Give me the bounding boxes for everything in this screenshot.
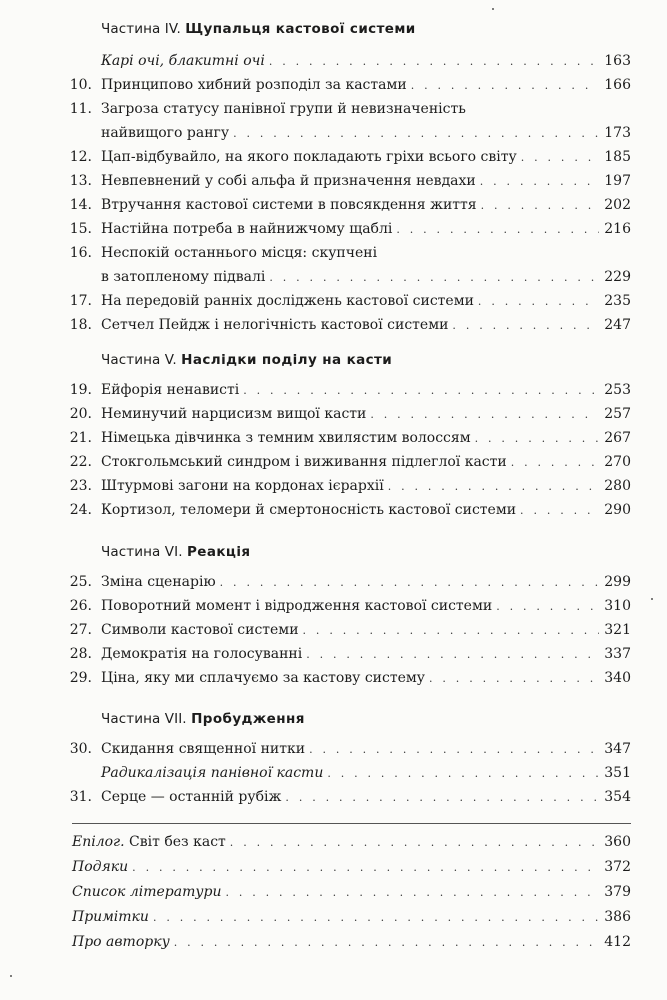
toc-entry-number: 18. — [69, 317, 92, 333]
leader-dots — [309, 738, 599, 762]
toc-entry-title: Символи кастової системи — [101, 622, 299, 638]
toc-entry-page: 267 — [604, 430, 631, 446]
toc-entry-title: Примітки — [72, 909, 149, 925]
toc-entry-page: 247 — [604, 317, 631, 333]
toc-entry-page: 166 — [604, 77, 631, 93]
toc-entry-title: Ціна, яку ми сплачуємо за кастову систему — [101, 670, 426, 686]
part-vi-name: Реакція — [187, 544, 251, 560]
leader-dots — [327, 762, 599, 786]
toc-entry-number: 20. — [69, 406, 92, 422]
toc-entry-page: 360 — [604, 834, 631, 850]
toc-entry-title: Кортизол, теломери й смертоносність кастової системи — [101, 502, 517, 518]
part-vii-name: Пробудження — [191, 711, 305, 727]
toc-entry-title: На передовій ранніх досліджень кастової системи — [101, 293, 474, 309]
toc-entry-number: 12. — [69, 149, 92, 165]
toc-entry-title: Ейфорія ненависті — [101, 382, 240, 398]
toc-entry-title: Скидання священної нитки — [101, 741, 306, 757]
part-v-name: Наслідки поділу на касти — [181, 352, 393, 368]
part-vii-prefix: Частина VII. — [101, 711, 187, 727]
toc-entry-number: 24. — [69, 502, 92, 518]
toc-entry-page: 229 — [604, 269, 631, 285]
leader-dots — [306, 643, 599, 667]
leader-dots — [269, 50, 599, 74]
toc-entry-number: 23. — [69, 478, 92, 494]
leader-dots — [521, 146, 599, 170]
toc-entry-number: 11. — [69, 101, 92, 117]
toc-entry-number: 31. — [69, 789, 92, 805]
epilogue-label: Епілог. — [72, 834, 125, 850]
part-v-heading — [101, 352, 392, 368]
leader-dots — [153, 906, 599, 930]
leader-dots — [285, 786, 599, 810]
leader-dots — [388, 475, 599, 499]
leader-dots — [475, 427, 599, 451]
toc-entry-title: Радикалізація панівної касти — [101, 765, 324, 781]
scan-speck — [651, 598, 653, 600]
leader-dots — [243, 379, 599, 403]
toc-entry-page: 310 — [604, 598, 631, 614]
leader-dots — [411, 74, 599, 98]
toc-entry-page: 257 — [604, 406, 631, 422]
part-iv-prefix: Частина IV. — [101, 21, 181, 37]
toc-entry-page: 280 — [604, 478, 631, 494]
toc-entry-number: 17. — [69, 293, 92, 309]
toc-entry-title: Про авторку — [72, 934, 170, 950]
toc-entry-page: 321 — [604, 622, 631, 638]
leader-dots — [452, 314, 599, 338]
toc-entry-page: 412 — [604, 934, 631, 950]
toc-entry-title: Список літератури — [72, 884, 222, 900]
leader-dots — [132, 856, 599, 880]
leader-dots — [233, 122, 599, 146]
toc-entry-title: Втручання кастової системи в повсякдення життя — [101, 197, 477, 213]
toc-entry-number: 10. — [69, 77, 92, 93]
toc-entry-page: 163 — [604, 53, 631, 69]
toc-entry-title — [72, 830, 226, 854]
toc-entry-page: 197 — [604, 173, 631, 189]
toc-entry-title: Німецька дівчинка з темним хвилястим волоссям — [101, 430, 471, 446]
toc-entry-number: 22. — [69, 454, 92, 470]
leader-dots — [303, 619, 599, 643]
leader-dots — [481, 194, 599, 218]
toc-entry-number: 27. — [69, 622, 92, 638]
part-iv-heading — [101, 21, 416, 37]
section-divider — [72, 823, 631, 824]
toc-entry-title: Штурмові загони на кордонах ієрархії — [101, 478, 384, 494]
toc-entry-page: 202 — [604, 197, 631, 213]
leader-dots — [225, 881, 599, 905]
toc-entry-number: 14. — [69, 197, 92, 213]
toc-entry-title: Зміна сценарію — [101, 574, 216, 590]
scan-speck — [10, 975, 12, 977]
toc-entry-title: Стокгольмський синдром і виживання підлеглої касти — [101, 454, 507, 470]
toc-entry-page: 337 — [604, 646, 631, 662]
scan-speck — [492, 8, 494, 10]
toc-entry-title: Настійна потреба в найнижчому щаблі — [101, 221, 393, 237]
toc-entry-title: Поворотний момент і відродження кастової системи — [101, 598, 493, 614]
toc-entry-number: 19. — [69, 382, 92, 398]
toc-entry-title: Демократія на голосуванні — [101, 646, 303, 662]
leader-dots — [429, 667, 599, 691]
toc-entry-page: 347 — [604, 741, 631, 757]
leader-dots — [370, 403, 599, 427]
toc-entry-title: Принципово хибний розподіл за кастами — [101, 77, 407, 93]
toc-entry-number: 16. — [69, 245, 92, 261]
toc-entry-title: Неспокій останнього місця: скупчені — [101, 245, 378, 261]
toc-entry-page: 351 — [604, 765, 631, 781]
toc-entry-number: 25. — [69, 574, 92, 590]
epilogue-title: Світ без каст — [129, 834, 226, 850]
toc-entry-page: 299 — [604, 574, 631, 590]
toc-entry-page: 253 — [604, 382, 631, 398]
toc-entry-number: 13. — [69, 173, 92, 189]
toc-entry-page: 386 — [604, 909, 631, 925]
leader-dots — [396, 218, 599, 242]
toc-entry-title: Цап-відбувайло, на якого покладають гріхи всього світу — [101, 149, 517, 165]
leader-dots — [230, 831, 599, 855]
toc-entry-title: Карі очі, блакитні очі — [101, 53, 265, 69]
toc-entry-page: 290 — [604, 502, 631, 518]
toc-entry-title: Неминучий нарцисизм вищої касти — [101, 406, 367, 422]
part-iv-name: Щупальця кастової системи — [185, 21, 416, 37]
toc-entry-page: 379 — [604, 884, 631, 900]
toc-entry-page: 173 — [604, 125, 631, 141]
leader-dots — [520, 499, 599, 523]
toc-entry-title: Сетчел Пейдж і нелогічність кастової системи — [101, 317, 449, 333]
toc-entry-page: 185 — [604, 149, 631, 165]
leader-dots — [511, 451, 599, 475]
toc-entry-title: Невпевнений у собі альфа й призначення невдахи — [101, 173, 476, 189]
part-vi-prefix: Частина VI. — [101, 544, 183, 560]
toc-entry-title: Загроза статусу панівної групи й невизначеність — [101, 101, 466, 117]
toc-entry-number: 26. — [69, 598, 92, 614]
toc-entry-number: 21. — [69, 430, 92, 446]
toc-entry-number: 28. — [69, 646, 92, 662]
leader-dots — [220, 571, 599, 595]
toc-entry-page: 235 — [604, 293, 631, 309]
leader-dots — [478, 290, 599, 314]
leader-dots — [480, 170, 599, 194]
toc-entry-number: 15. — [69, 221, 92, 237]
leader-dots — [496, 595, 599, 619]
toc-entry-page: 372 — [604, 859, 631, 875]
part-vi-heading — [101, 544, 250, 560]
leader-dots — [269, 266, 599, 290]
toc-entry-title-continued: в затопленому підвалі — [101, 269, 266, 285]
toc-entry-title: Подяки — [72, 859, 129, 875]
toc-entry-page: 354 — [604, 789, 631, 805]
part-v-prefix: Частина V. — [101, 352, 177, 368]
toc-entry-page: 216 — [604, 221, 631, 237]
toc-entry-number: 29. — [69, 670, 92, 686]
toc-entry-page: 340 — [604, 670, 631, 686]
leader-dots — [174, 931, 599, 955]
toc-entry-title: Серце — останній рубіж — [101, 789, 282, 805]
part-vii-heading — [101, 711, 305, 727]
toc-entry-number: 30. — [69, 741, 92, 757]
toc-entry-title-continued: найвищого рангу — [101, 125, 230, 141]
toc-entry-page: 270 — [604, 454, 631, 470]
